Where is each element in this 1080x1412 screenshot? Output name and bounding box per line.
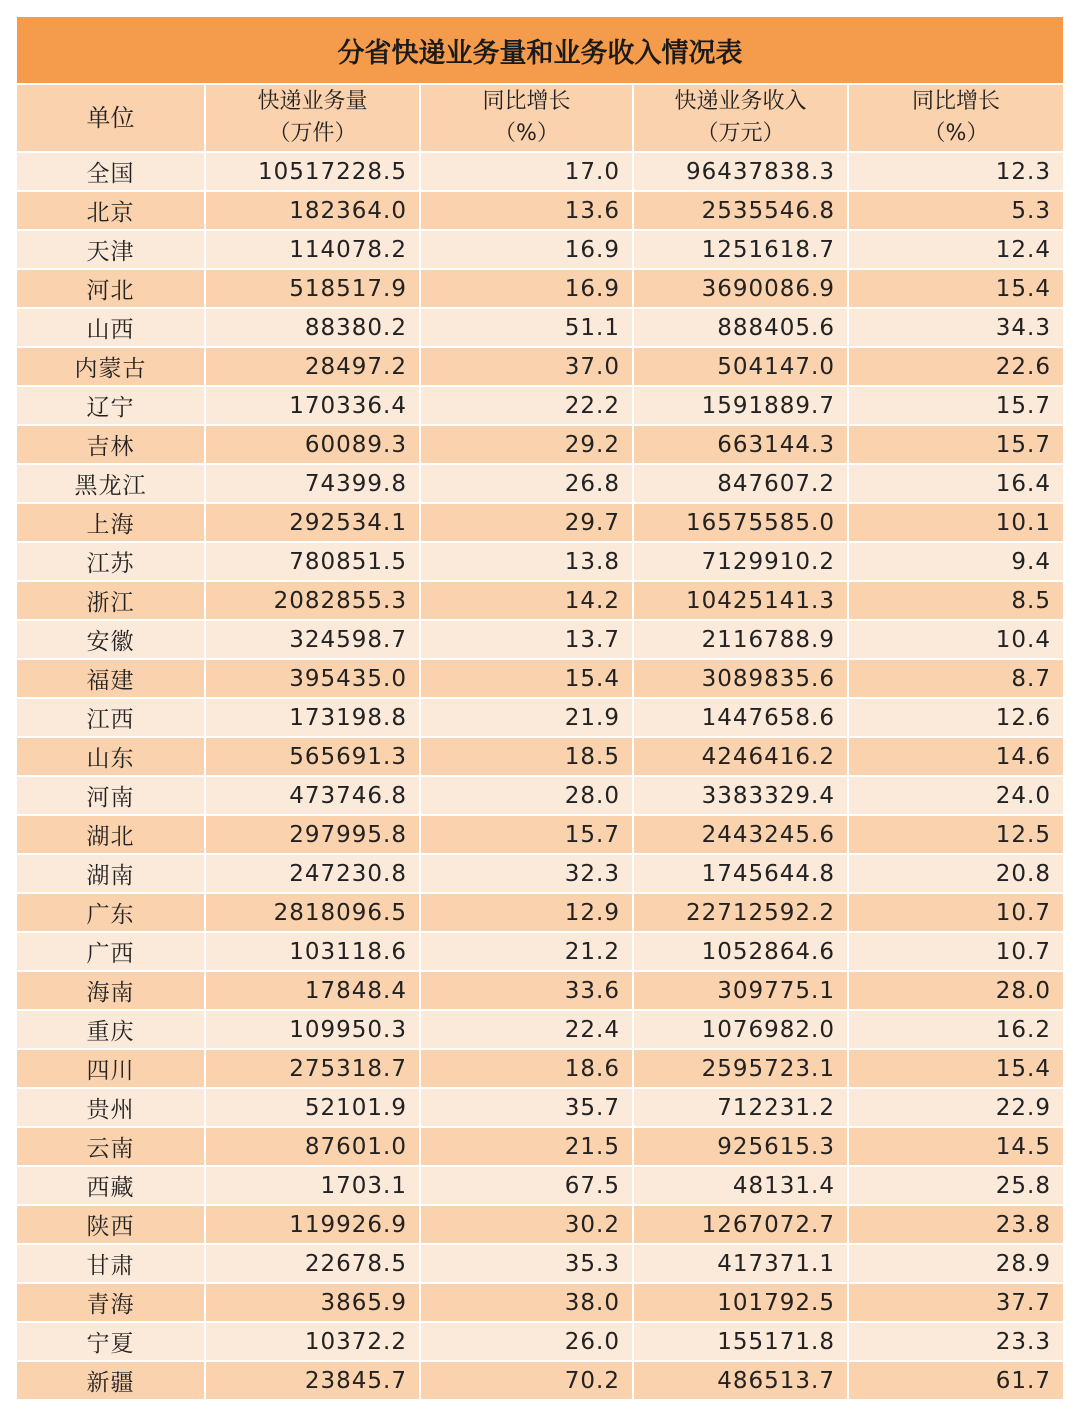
volume-growth-cell: 18.6 xyxy=(420,1049,633,1088)
region-name-cell: 西藏 xyxy=(17,1166,205,1205)
region-name-cell: 海南 xyxy=(17,971,205,1010)
header-unit xyxy=(17,85,205,152)
express-volume-cell: 292534.1 xyxy=(205,503,420,542)
revenue-growth-cell: 28.0 xyxy=(848,971,1063,1010)
region-name-cell: 新疆 xyxy=(17,1361,205,1400)
express-volume-cell: 2818096.5 xyxy=(205,893,420,932)
header-volume xyxy=(205,85,420,152)
region-name-cell: 河北 xyxy=(17,269,205,308)
table-row xyxy=(17,542,1063,581)
express-revenue-cell: 22712592.2 xyxy=(633,893,848,932)
express-volume-cell: 518517.9 xyxy=(205,269,420,308)
header-volume-growth-label: 同比增长 xyxy=(482,89,571,114)
express-revenue-cell: 2443245.6 xyxy=(633,815,848,854)
region-name-cell: 湖北 xyxy=(17,815,205,854)
express-revenue-cell: 16575585.0 xyxy=(633,503,848,542)
volume-growth-cell: 21.9 xyxy=(420,698,633,737)
volume-growth-cell: 13.8 xyxy=(420,542,633,581)
table-row xyxy=(17,776,1063,815)
volume-growth-cell: 38.0 xyxy=(420,1283,633,1322)
table-container xyxy=(17,17,1063,1401)
volume-growth-cell: 21.5 xyxy=(420,1127,633,1166)
express-revenue-cell: 309775.1 xyxy=(633,971,848,1010)
table-row xyxy=(17,932,1063,971)
revenue-growth-cell: 8.7 xyxy=(848,659,1063,698)
table-row xyxy=(17,1361,1063,1400)
express-revenue-cell: 3690086.9 xyxy=(633,269,848,308)
table-row xyxy=(17,230,1063,269)
express-volume-cell: 109950.3 xyxy=(205,1010,420,1049)
table-row xyxy=(17,620,1063,659)
volume-growth-cell: 35.7 xyxy=(420,1088,633,1127)
header-volume-unit: （万件） xyxy=(268,121,357,146)
express-revenue-cell: 155171.8 xyxy=(633,1322,848,1361)
revenue-growth-cell: 22.6 xyxy=(848,347,1063,386)
revenue-growth-cell: 15.4 xyxy=(848,1049,1063,1088)
header-volume-growth xyxy=(420,85,633,152)
volume-growth-cell: 15.7 xyxy=(420,815,633,854)
express-revenue-cell: 1052864.6 xyxy=(633,932,848,971)
revenue-growth-cell: 37.7 xyxy=(848,1283,1063,1322)
revenue-growth-cell: 23.3 xyxy=(848,1322,1063,1361)
region-name-cell: 安徽 xyxy=(17,620,205,659)
region-name-cell: 山东 xyxy=(17,737,205,776)
revenue-growth-cell: 10.4 xyxy=(848,620,1063,659)
volume-growth-cell: 35.3 xyxy=(420,1244,633,1283)
volume-growth-cell: 28.0 xyxy=(420,776,633,815)
table-row xyxy=(17,737,1063,776)
table-row xyxy=(17,191,1063,230)
volume-growth-cell: 13.6 xyxy=(420,191,633,230)
express-volume-cell: 60089.3 xyxy=(205,425,420,464)
revenue-growth-cell: 14.6 xyxy=(848,737,1063,776)
express-revenue-cell: 712231.2 xyxy=(633,1088,848,1127)
region-name-cell: 甘肃 xyxy=(17,1244,205,1283)
revenue-growth-cell: 15.4 xyxy=(848,269,1063,308)
table-row xyxy=(17,1088,1063,1127)
header-volume-growth-unit: （%） xyxy=(494,121,559,146)
express-revenue-cell: 7129910.2 xyxy=(633,542,848,581)
express-revenue-cell: 2116788.9 xyxy=(633,620,848,659)
revenue-growth-cell: 12.3 xyxy=(848,152,1063,191)
table-title: 分省快递业务量和业务收入情况表 xyxy=(17,17,1063,85)
express-volume-cell: 2082855.3 xyxy=(205,581,420,620)
volume-growth-cell: 29.2 xyxy=(420,425,633,464)
revenue-growth-cell: 25.8 xyxy=(848,1166,1063,1205)
express-stats-table xyxy=(17,85,1063,1401)
header-revenue-growth-unit: （%） xyxy=(923,121,989,146)
table-row xyxy=(17,1322,1063,1361)
table-row xyxy=(17,347,1063,386)
express-revenue-cell: 4246416.2 xyxy=(633,737,848,776)
region-name-cell: 河南 xyxy=(17,776,205,815)
express-revenue-cell: 1745644.8 xyxy=(633,854,848,893)
table-row xyxy=(17,152,1063,191)
revenue-growth-cell: 10.7 xyxy=(848,893,1063,932)
express-volume-cell: 22678.5 xyxy=(205,1244,420,1283)
header-revenue xyxy=(633,85,848,152)
table-row xyxy=(17,464,1063,503)
revenue-growth-cell: 14.5 xyxy=(848,1127,1063,1166)
revenue-growth-cell: 8.5 xyxy=(848,581,1063,620)
express-revenue-cell: 417371.1 xyxy=(633,1244,848,1283)
region-name-cell: 吉林 xyxy=(17,425,205,464)
revenue-growth-cell: 20.8 xyxy=(848,854,1063,893)
table-row xyxy=(17,698,1063,737)
express-volume-cell: 103118.6 xyxy=(205,932,420,971)
express-volume-cell: 297995.8 xyxy=(205,815,420,854)
revenue-growth-cell: 61.7 xyxy=(848,1361,1063,1400)
revenue-growth-cell: 12.4 xyxy=(848,230,1063,269)
express-revenue-cell: 663144.3 xyxy=(633,425,848,464)
revenue-growth-cell: 15.7 xyxy=(848,425,1063,464)
revenue-growth-cell: 15.7 xyxy=(848,386,1063,425)
volume-growth-cell: 67.5 xyxy=(420,1166,633,1205)
table-row xyxy=(17,269,1063,308)
express-revenue-cell: 1447658.6 xyxy=(633,698,848,737)
region-name-cell: 辽宁 xyxy=(17,386,205,425)
volume-growth-cell: 17.0 xyxy=(420,152,633,191)
region-name-cell: 江西 xyxy=(17,698,205,737)
table-row xyxy=(17,659,1063,698)
header-revenue-growth xyxy=(848,85,1063,152)
express-volume-cell: 23845.7 xyxy=(205,1361,420,1400)
express-volume-cell: 10372.2 xyxy=(205,1322,420,1361)
table-row xyxy=(17,581,1063,620)
express-volume-cell: 170336.4 xyxy=(205,386,420,425)
volume-growth-cell: 30.2 xyxy=(420,1205,633,1244)
table-row xyxy=(17,893,1063,932)
volume-growth-cell: 29.7 xyxy=(420,503,633,542)
express-volume-cell: 88380.2 xyxy=(205,308,420,347)
express-volume-cell: 28497.2 xyxy=(205,347,420,386)
volume-growth-cell: 32.3 xyxy=(420,854,633,893)
region-name-cell: 福建 xyxy=(17,659,205,698)
revenue-growth-cell: 16.2 xyxy=(848,1010,1063,1049)
volume-growth-cell: 70.2 xyxy=(420,1361,633,1400)
region-name-cell: 陕西 xyxy=(17,1205,205,1244)
express-volume-cell: 52101.9 xyxy=(205,1088,420,1127)
table-row xyxy=(17,425,1063,464)
header-revenue-label: 快递业务收入 xyxy=(674,89,807,114)
express-volume-cell: 17848.4 xyxy=(205,971,420,1010)
region-name-cell: 北京 xyxy=(17,191,205,230)
express-volume-cell: 275318.7 xyxy=(205,1049,420,1088)
express-revenue-cell: 1591889.7 xyxy=(633,386,848,425)
region-name-cell: 贵州 xyxy=(17,1088,205,1127)
volume-growth-cell: 37.0 xyxy=(420,347,633,386)
region-name-cell: 广西 xyxy=(17,932,205,971)
region-name-cell: 云南 xyxy=(17,1127,205,1166)
revenue-growth-cell: 5.3 xyxy=(848,191,1063,230)
revenue-growth-cell: 24.0 xyxy=(848,776,1063,815)
express-revenue-cell: 504147.0 xyxy=(633,347,848,386)
volume-growth-cell: 22.2 xyxy=(420,386,633,425)
express-revenue-cell: 1076982.0 xyxy=(633,1010,848,1049)
volume-growth-cell: 51.1 xyxy=(420,308,633,347)
table-row xyxy=(17,1127,1063,1166)
volume-growth-cell: 26.0 xyxy=(420,1322,633,1361)
express-volume-cell: 1703.1 xyxy=(205,1166,420,1205)
express-revenue-cell: 2535546.8 xyxy=(633,191,848,230)
volume-growth-cell: 14.2 xyxy=(420,581,633,620)
header-volume-label: 快递业务量 xyxy=(257,89,368,114)
header-row xyxy=(17,85,1063,152)
header-revenue-unit: （万元） xyxy=(696,121,785,146)
table-row xyxy=(17,503,1063,542)
volume-growth-cell: 12.9 xyxy=(420,893,633,932)
table-row xyxy=(17,1049,1063,1088)
express-revenue-cell: 1251618.7 xyxy=(633,230,848,269)
region-name-cell: 浙江 xyxy=(17,581,205,620)
express-revenue-cell: 10425141.3 xyxy=(633,581,848,620)
volume-growth-cell: 13.7 xyxy=(420,620,633,659)
table-row xyxy=(17,308,1063,347)
express-volume-cell: 173198.8 xyxy=(205,698,420,737)
express-volume-cell: 395435.0 xyxy=(205,659,420,698)
table-row xyxy=(17,1244,1063,1283)
express-volume-cell: 119926.9 xyxy=(205,1205,420,1244)
table-row xyxy=(17,1010,1063,1049)
region-name-cell: 上海 xyxy=(17,503,205,542)
revenue-growth-cell: 34.3 xyxy=(848,308,1063,347)
table-row xyxy=(17,1205,1063,1244)
express-revenue-cell: 847607.2 xyxy=(633,464,848,503)
revenue-growth-cell: 10.1 xyxy=(848,503,1063,542)
express-revenue-cell: 888405.6 xyxy=(633,308,848,347)
volume-growth-cell: 16.9 xyxy=(420,269,633,308)
header-revenue-growth-label: 同比增长 xyxy=(911,89,1000,114)
revenue-growth-cell: 10.7 xyxy=(848,932,1063,971)
express-volume-cell: 780851.5 xyxy=(205,542,420,581)
express-volume-cell: 182364.0 xyxy=(205,191,420,230)
region-name-cell: 黑龙江 xyxy=(17,464,205,503)
express-volume-cell: 114078.2 xyxy=(205,230,420,269)
revenue-growth-cell: 12.6 xyxy=(848,698,1063,737)
volume-growth-cell: 18.5 xyxy=(420,737,633,776)
express-volume-cell: 247230.8 xyxy=(205,854,420,893)
volume-growth-cell: 33.6 xyxy=(420,971,633,1010)
table-row xyxy=(17,815,1063,854)
express-volume-cell: 74399.8 xyxy=(205,464,420,503)
express-volume-cell: 10517228.5 xyxy=(205,152,420,191)
revenue-growth-cell: 16.4 xyxy=(848,464,1063,503)
revenue-growth-cell: 23.8 xyxy=(848,1205,1063,1244)
express-volume-cell: 324598.7 xyxy=(205,620,420,659)
table-row xyxy=(17,386,1063,425)
region-name-cell: 天津 xyxy=(17,230,205,269)
express-revenue-cell: 486513.7 xyxy=(633,1361,848,1400)
express-revenue-cell: 3089835.6 xyxy=(633,659,848,698)
region-name-cell: 江苏 xyxy=(17,542,205,581)
region-name-cell: 四川 xyxy=(17,1049,205,1088)
region-name-cell: 广东 xyxy=(17,893,205,932)
table-row xyxy=(17,1283,1063,1322)
express-volume-cell: 565691.3 xyxy=(205,737,420,776)
volume-growth-cell: 16.9 xyxy=(420,230,633,269)
region-name-cell: 山西 xyxy=(17,308,205,347)
region-name-cell: 宁夏 xyxy=(17,1322,205,1361)
table-row xyxy=(17,971,1063,1010)
express-volume-cell: 87601.0 xyxy=(205,1127,420,1166)
express-revenue-cell: 96437838.3 xyxy=(633,152,848,191)
region-name-cell: 青海 xyxy=(17,1283,205,1322)
header-unit-label: 单位 xyxy=(86,104,135,132)
region-name-cell: 全国 xyxy=(17,152,205,191)
express-revenue-cell: 925615.3 xyxy=(633,1127,848,1166)
express-revenue-cell: 1267072.7 xyxy=(633,1205,848,1244)
revenue-growth-cell: 12.5 xyxy=(848,815,1063,854)
express-revenue-cell: 2595723.1 xyxy=(633,1049,848,1088)
express-volume-cell: 473746.8 xyxy=(205,776,420,815)
revenue-growth-cell: 9.4 xyxy=(848,542,1063,581)
express-revenue-cell: 3383329.4 xyxy=(633,776,848,815)
volume-growth-cell: 22.4 xyxy=(420,1010,633,1049)
region-name-cell: 内蒙古 xyxy=(17,347,205,386)
revenue-growth-cell: 28.9 xyxy=(848,1244,1063,1283)
region-name-cell: 湖南 xyxy=(17,854,205,893)
express-revenue-cell: 48131.4 xyxy=(633,1166,848,1205)
volume-growth-cell: 26.8 xyxy=(420,464,633,503)
express-volume-cell: 3865.9 xyxy=(205,1283,420,1322)
revenue-growth-cell: 22.9 xyxy=(848,1088,1063,1127)
table-row xyxy=(17,854,1063,893)
table-row xyxy=(17,1166,1063,1205)
volume-growth-cell: 15.4 xyxy=(420,659,633,698)
region-name-cell: 重庆 xyxy=(17,1010,205,1049)
express-revenue-cell: 101792.5 xyxy=(633,1283,848,1322)
volume-growth-cell: 21.2 xyxy=(420,932,633,971)
